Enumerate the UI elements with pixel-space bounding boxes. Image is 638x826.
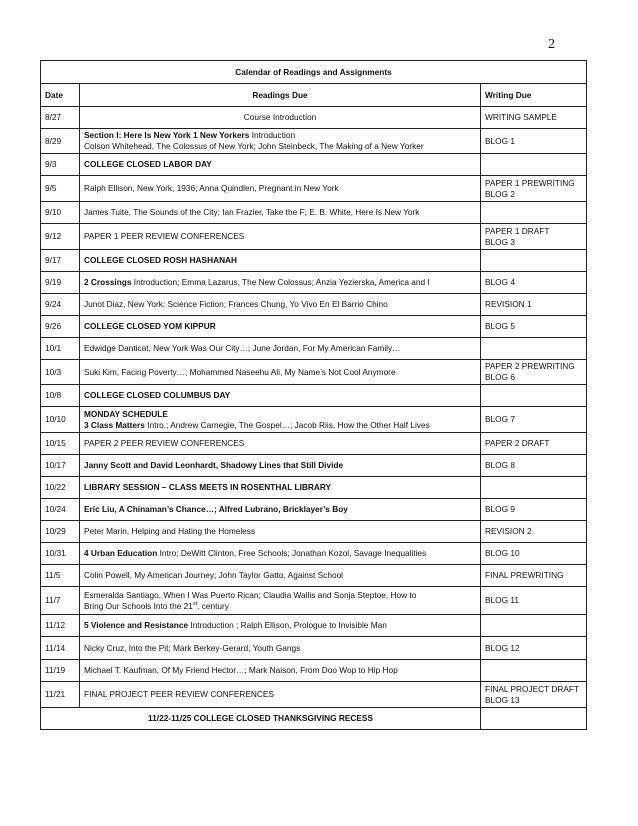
row-date: 9/12 [41, 224, 80, 250]
writing-line: BLOG 6 [485, 372, 515, 382]
reading-text: Intro; DeWitt Clinton, Free Schools; Jonathan Kozol, Savage Inequalities [157, 548, 427, 558]
row-date: 10/15 [41, 433, 80, 455]
row-writing [481, 154, 587, 176]
row-date: 11/7 [41, 587, 80, 615]
reading-text: Esmeralda Santiago, When I Was Puerto Rican; Claudia Wallis and Sonja Steptoe, How to [84, 589, 417, 600]
row-date: 11/21 [41, 682, 80, 708]
row-reading: Colin Powell, My American Journey; John Taylor Gatto, Against School [80, 565, 481, 587]
row-writing [481, 176, 587, 202]
row-writing [481, 224, 587, 250]
table-row [41, 129, 587, 154]
table-row [41, 294, 587, 316]
header-readings: Readings Due [80, 84, 481, 107]
row-writing: REVISION 1 [481, 294, 587, 316]
row-date: 11/14 [41, 637, 80, 660]
row-reading: Nicky Cruz, Into the Pit; Mark Berkey-Gerard, Youth Gangs [80, 637, 481, 660]
writing-line: PAPER 1 PREWRITING [485, 177, 575, 188]
row-reading: James Tuite, The Sounds of the City; Ian Frazier, Take the F; E. B. White, Here Is New York [80, 202, 481, 224]
row-date: 9/17 [41, 250, 80, 272]
writing-line: FINAL PROJECT DRAFT [485, 683, 580, 694]
row-writing: REVISION 2 [481, 521, 587, 543]
row-reading: Ralph Ellison, New York, 1936; Anna Quindlen, Pregnant in New York [80, 176, 481, 202]
row-date: 10/29 [41, 521, 80, 543]
table-row [41, 455, 587, 477]
row-writing: PAPER 2 DRAFT [481, 433, 587, 455]
row-writing [481, 360, 587, 385]
row-writing: BLOG 12 [481, 637, 587, 660]
header-writing: Writing Due [481, 84, 587, 107]
table-row [41, 107, 587, 129]
row-reading: Michael T. Kaufman, Of My Friend Hector…; Mark Naison, From Doo Wop to Hip Hop [80, 660, 481, 682]
table-row [41, 637, 587, 660]
table-row [41, 407, 587, 433]
calendar-table [40, 60, 587, 730]
reading-text: Introduction; Emma Lazarus, The New Colossus; Anzia Yezierska, America and I [131, 277, 430, 287]
table-row [41, 154, 587, 176]
row-writing [481, 385, 587, 407]
reading-text: Introduction [249, 130, 296, 140]
row-date: 10/1 [41, 338, 80, 360]
row-reading: Edwidge Danticat, New York Was Our City…; June Jordan, For My American Family… [80, 338, 481, 360]
table-row [41, 521, 587, 543]
row-reading [80, 272, 481, 294]
row-reading [80, 407, 481, 433]
row-writing: BLOG 7 [481, 407, 587, 433]
row-writing [481, 202, 587, 224]
table-row [41, 543, 587, 565]
row-date: 8/29 [41, 129, 80, 154]
writing-line: BLOG 3 [485, 236, 515, 247]
row-writing [481, 682, 587, 708]
section-heading: 4 Urban Education [84, 548, 158, 558]
row-date: 11/12 [41, 615, 80, 637]
row-date: 10/8 [41, 385, 80, 407]
table-row [41, 682, 587, 708]
header-date: Date [41, 84, 80, 107]
row-writing [481, 615, 587, 637]
table-row [41, 565, 587, 587]
row-writing: BLOG 4 [481, 272, 587, 294]
row-writing: BLOG 8 [481, 455, 587, 477]
row-reading [80, 543, 481, 565]
row-writing: BLOG 1 [481, 129, 587, 154]
table-row [41, 360, 587, 385]
table-row [41, 660, 587, 682]
row-reading [80, 615, 481, 637]
table-row [41, 316, 587, 338]
row-writing [481, 250, 587, 272]
table-row [41, 587, 587, 615]
row-reading: PAPER 1 PEER REVIEW CONFERENCES [80, 224, 481, 250]
table-row [41, 499, 587, 521]
row-writing: BLOG 10 [481, 543, 587, 565]
row-reading: Peter Marin, Helping and Hating the Homeless [80, 521, 481, 543]
row-writing: BLOG 9 [481, 499, 587, 521]
row-reading [80, 587, 481, 615]
reading-text: Intro.; Andrew Carnegie, The Gospel…; Jacob Riis, How the Other Half Lives [144, 419, 430, 430]
writing-line: BLOG 2 [485, 188, 515, 199]
reading-text: Bring Our Schools Into the 21 [84, 600, 193, 611]
section-heading: 3 Class Matters [84, 419, 145, 430]
row-reading: COLLEGE CLOSED YOM KIPPUR [80, 316, 481, 338]
row-reading: COLLEGE CLOSED LABOR DAY [80, 154, 481, 176]
row-reading: Eric Liu, A Chinaman’s Chance…; Alfred Lubrano, Bricklayer’s Boy [80, 499, 481, 521]
row-writing: BLOG 5 [481, 316, 587, 338]
row-writing [481, 477, 587, 499]
table-row [41, 477, 587, 499]
row-date: 10/3 [41, 360, 80, 385]
table-row [41, 272, 587, 294]
table-footer-row [41, 708, 587, 730]
row-date: 9/10 [41, 202, 80, 224]
reading-text: MONDAY SCHEDULE [84, 408, 168, 419]
table-row [41, 224, 587, 250]
row-date: 9/24 [41, 294, 80, 316]
table-title-row [41, 61, 587, 84]
row-date: 10/24 [41, 499, 80, 521]
section-heading: Section I: Here Is New York 1 New Yorkers [84, 130, 250, 140]
reading-text: Colson Whitehead, The Colossus of New York; John Steinbeck, The Making of a New Yorker [84, 141, 424, 151]
section-heading: 5 Violence and Resistance [84, 620, 189, 630]
table-footer: 11/22-11/25 COLLEGE CLOSED THANKSGIVING RECESS [41, 708, 481, 730]
row-date: 10/22 [41, 477, 80, 499]
table-row [41, 202, 587, 224]
ordinal-suffix: st [192, 600, 198, 607]
row-writing: FINAL PREWRITING [481, 565, 587, 587]
row-reading: PAPER 2 PEER REVIEW CONFERENCES [80, 433, 481, 455]
table-row [41, 250, 587, 272]
header-row [41, 84, 587, 107]
row-reading: Janny Scott and David Leonhardt, Shadowy Lines that Still Divide [80, 455, 481, 477]
row-writing [481, 660, 587, 682]
row-date: 9/19 [41, 272, 80, 294]
row-writing [481, 338, 587, 360]
row-writing: WRITING SAMPLE [481, 107, 587, 129]
row-reading: Course Introduction [80, 107, 481, 129]
reading-text: . century [197, 600, 229, 611]
table-row [41, 433, 587, 455]
table-title: Calendar of Readings and Assignments [41, 61, 587, 84]
row-date: 10/10 [41, 407, 80, 433]
row-reading: LIBRARY SESSION – CLASS MEETS IN ROSENTHAL LIBRARY [80, 477, 481, 499]
table-row [41, 385, 587, 407]
writing-line: BLOG 13 [485, 694, 520, 705]
row-date: 9/26 [41, 316, 80, 338]
row-date: 11/19 [41, 660, 80, 682]
row-date: 9/3 [41, 154, 80, 176]
row-reading: COLLEGE CLOSED ROSH HASHANAH [80, 250, 481, 272]
row-date: 10/31 [41, 543, 80, 565]
row-reading: Junot Diaz, New York: Science Fiction; Frances Chung, Yo Vivo En El Barrio Chino [80, 294, 481, 316]
row-reading [80, 129, 481, 154]
table-row [41, 615, 587, 637]
row-reading: FINAL PROJECT PEER REVIEW CONFERENCES [80, 682, 481, 708]
row-writing [481, 708, 587, 730]
writing-line: PAPER 2 PREWRITING [485, 361, 575, 371]
section-heading: 2 Crossings [84, 277, 132, 287]
table-row [41, 338, 587, 360]
row-date: 8/27 [41, 107, 80, 129]
reading-text: Introduction ; Ralph Ellison, Prologue to Invisible Man [188, 620, 387, 630]
row-reading: Suki Kim, Facing Poverty…; Mohammed Naseehu Ali, My Name’s Not Cool Anymore [80, 360, 481, 385]
row-date: 11/5 [41, 565, 80, 587]
writing-line: PAPER 1 DRAFT [485, 225, 550, 236]
row-date: 10/17 [41, 455, 80, 477]
page-number: 2 [548, 37, 555, 52]
row-writing: BLOG 11 [481, 587, 587, 615]
table-row [41, 176, 587, 202]
row-date: 9/5 [41, 176, 80, 202]
row-reading: COLLEGE CLOSED COLUMBUS DAY [80, 385, 481, 407]
